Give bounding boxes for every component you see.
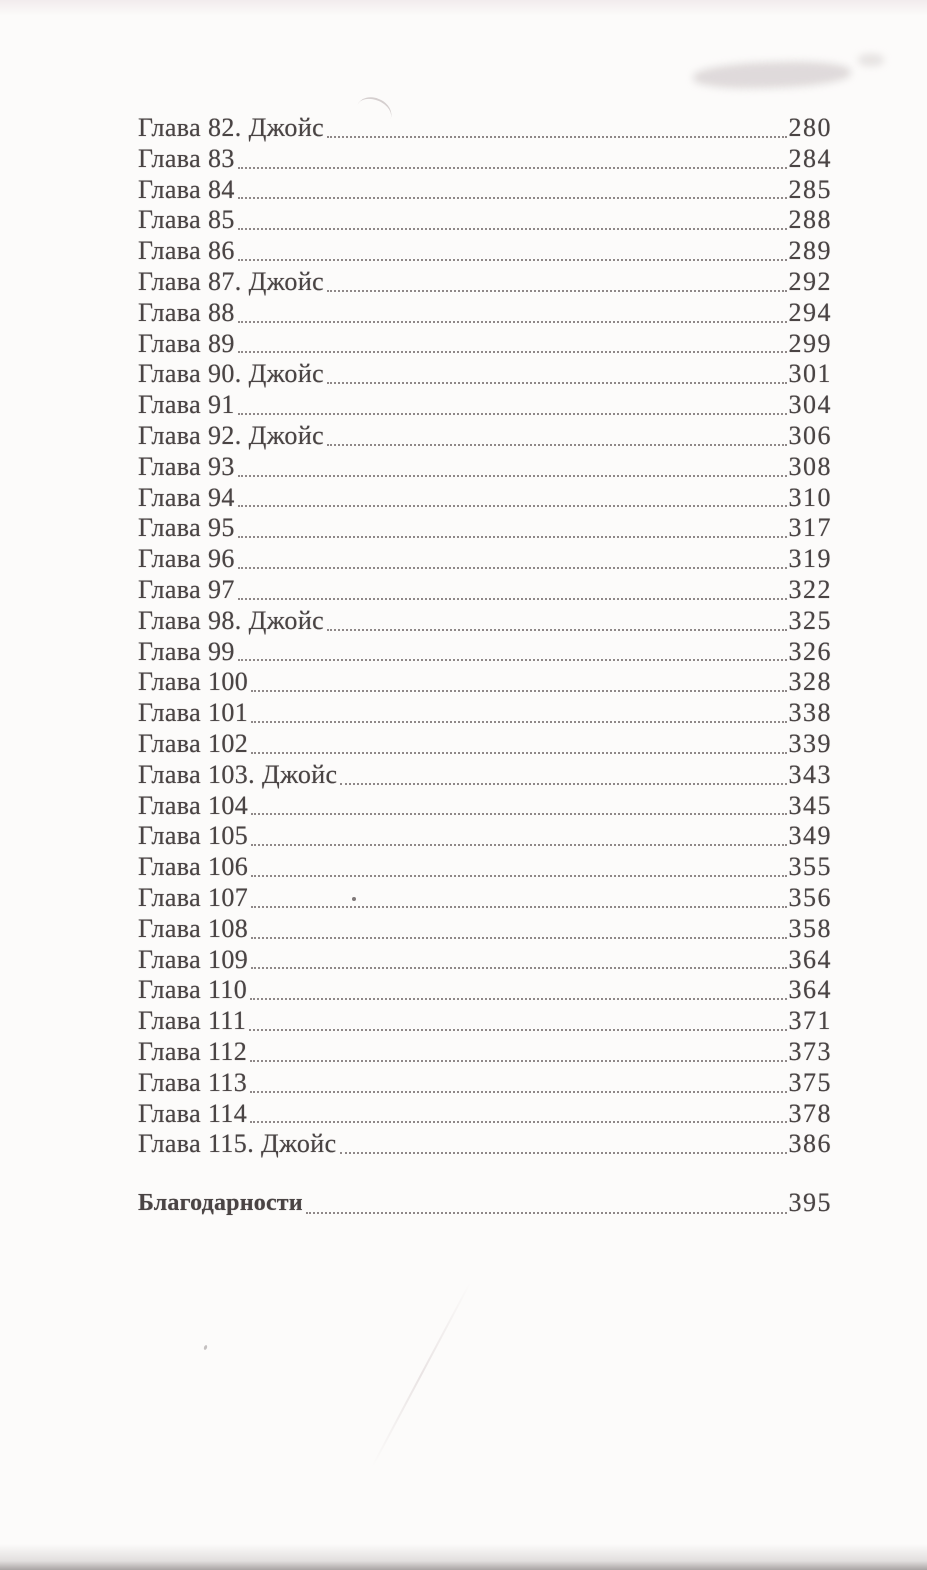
- dot-leader: [238, 567, 787, 569]
- page-number: 325: [788, 605, 832, 635]
- page-number: 364: [788, 975, 832, 1005]
- page-number: 308: [788, 451, 832, 481]
- toc-entry: [138, 791, 832, 822]
- toc-entry: [138, 329, 832, 360]
- scan-crease: [371, 1282, 471, 1468]
- dot-leader: [250, 1091, 786, 1093]
- page-number: 310: [788, 482, 832, 512]
- bleedthrough-smudge: [693, 59, 852, 90]
- chapter-title: Глава 114: [138, 1098, 248, 1128]
- chapter-title: Глава 101: [138, 698, 249, 728]
- toc-entry: [138, 760, 832, 791]
- page-number: 378: [788, 1098, 832, 1128]
- page-number: 371: [788, 1006, 832, 1036]
- toc-entry: [138, 852, 832, 883]
- toc-entry: [138, 821, 832, 852]
- scan-top-tint: [0, 0, 927, 16]
- page-number: 299: [788, 328, 832, 358]
- page-number: 328: [788, 667, 832, 697]
- acknowledgments-entry: [138, 1186, 832, 1220]
- dot-leader: [238, 598, 787, 600]
- toc-entry: [138, 914, 832, 945]
- dot-leader: [251, 844, 786, 846]
- chapter-title: Глава 83: [138, 143, 235, 173]
- toc-entry: [138, 1068, 832, 1099]
- page-number: 395: [788, 1188, 832, 1218]
- page-number: 306: [788, 420, 832, 450]
- toc-entry: [138, 945, 832, 976]
- page-bottom-edge-shadow: [0, 1544, 927, 1570]
- dot-leader: [238, 321, 787, 323]
- page-number: 322: [788, 574, 832, 604]
- toc-entry: [138, 1099, 832, 1130]
- dot-leader: [251, 752, 786, 754]
- toc-entry: [138, 390, 832, 421]
- page-number: 326: [788, 636, 832, 666]
- toc-entry: [138, 1037, 832, 1068]
- chapter-title: Глава 110: [138, 975, 248, 1005]
- toc-entry: [138, 698, 832, 729]
- dot-leader: [340, 1152, 787, 1154]
- chapter-title: Глава 100: [138, 667, 249, 697]
- chapter-title: Глава 108: [138, 913, 249, 943]
- dot-leader: [238, 659, 787, 661]
- dot-leader: [250, 998, 786, 1000]
- toc-entry: [138, 205, 832, 236]
- toc-entry: [138, 236, 832, 267]
- chapter-title: Глава 109: [138, 944, 249, 974]
- chapter-title: Глава 103. Джойс: [138, 759, 338, 789]
- toc-entry: [138, 637, 832, 668]
- dot-leader: [251, 813, 786, 815]
- chapter-title: Глава 89: [138, 328, 235, 358]
- toc-entry: [138, 1129, 832, 1160]
- toc-entry: [138, 1006, 832, 1037]
- page-number: 356: [788, 882, 832, 912]
- dot-leader: [327, 290, 786, 292]
- chapter-title: Глава 91: [138, 390, 235, 420]
- toc-entry: [138, 175, 832, 206]
- toc-entry: [138, 452, 832, 483]
- toc-entry: [138, 667, 832, 698]
- page-number: 338: [788, 698, 832, 728]
- toc-entry: [138, 513, 832, 544]
- page-number: 319: [788, 544, 832, 574]
- chapter-title: Глава 99: [138, 636, 235, 666]
- chapter-title: Глава 106: [138, 852, 249, 882]
- page-number: 294: [788, 297, 832, 327]
- dot-leader: [251, 875, 786, 877]
- page-number: 355: [788, 852, 832, 882]
- dot-leader: [238, 536, 787, 538]
- dot-leader: [327, 444, 786, 446]
- page-number: 349: [788, 821, 832, 851]
- toc-entry: [138, 267, 832, 298]
- page-number: 285: [788, 174, 832, 204]
- chapter-title: Глава 93: [138, 451, 235, 481]
- page-number: 364: [788, 944, 832, 974]
- chapter-title: Глава 96: [138, 544, 235, 574]
- toc-entry: [138, 975, 832, 1006]
- toc-entry: [138, 606, 832, 637]
- chapter-title: Глава 112: [138, 1036, 248, 1066]
- page-number: 280: [788, 113, 832, 142]
- dot-leader: [251, 937, 786, 939]
- dot-leader: [251, 690, 786, 692]
- chapter-title: Глава 107: [138, 882, 249, 912]
- scan-speck: [203, 1345, 208, 1351]
- toc-entry: [138, 298, 832, 329]
- dot-leader: [238, 475, 787, 477]
- chapter-title: Глава 111: [138, 1006, 247, 1036]
- chapter-title: Глава 87. Джойс: [138, 266, 325, 296]
- dot-leader: [238, 167, 787, 169]
- chapter-title: Глава 88: [138, 297, 235, 327]
- dot-leader: [327, 629, 786, 631]
- page-number: 375: [788, 1067, 832, 1097]
- dot-leader: [238, 197, 787, 199]
- chapter-title: Глава 97: [138, 574, 235, 604]
- dot-leader: [238, 351, 787, 353]
- dot-leader: [238, 228, 787, 230]
- chapter-title: Глава 84: [138, 174, 235, 204]
- dot-leader: [327, 382, 786, 384]
- chapter-title: Глава 102: [138, 728, 249, 758]
- toc-entry: [138, 575, 832, 606]
- page-number: 301: [788, 359, 832, 389]
- dot-leader: [249, 1029, 786, 1031]
- dot-leader: [238, 259, 787, 261]
- page-number: 304: [788, 390, 832, 420]
- toc-entry: [138, 359, 832, 390]
- chapter-title: Глава 86: [138, 236, 235, 266]
- dot-leader: [306, 1212, 787, 1214]
- toc-entry: [138, 544, 832, 575]
- page-number: 317: [788, 513, 832, 543]
- chapter-title: Глава 104: [138, 790, 249, 820]
- toc-entry: [138, 483, 832, 514]
- page-number: 292: [788, 266, 832, 296]
- dot-leader: [340, 783, 786, 785]
- chapter-title: Глава 94: [138, 482, 235, 512]
- toc-entry: [138, 113, 832, 144]
- chapter-title: Глава 90. Джойс: [138, 359, 325, 389]
- toc-entry: [138, 883, 832, 914]
- page-number: 386: [788, 1129, 832, 1159]
- chapter-title: Глава 115. Джойс: [138, 1129, 337, 1159]
- dot-leader: [238, 505, 787, 507]
- page-number: 288: [788, 205, 832, 235]
- dot-leader: [250, 1121, 786, 1123]
- chapter-title: Глава 105: [138, 821, 249, 851]
- chapter-list: [138, 113, 832, 1160]
- chapter-title: Глава 85: [138, 205, 235, 235]
- page-number: 339: [788, 728, 832, 758]
- dot-leader: [251, 721, 786, 723]
- page-number: 289: [788, 236, 832, 266]
- acknowledgments-title: Благодарности: [138, 1190, 303, 1217]
- dot-leader: [238, 413, 787, 415]
- toc-entry: [138, 421, 832, 452]
- chapter-title: Глава 98. Джойс: [138, 605, 325, 635]
- dot-leader: [327, 136, 786, 138]
- page-number: 284: [788, 143, 832, 173]
- page-number: 373: [788, 1036, 832, 1066]
- chapter-title: Глава 82. Джойс: [138, 113, 325, 142]
- table-of-contents: [138, 113, 832, 1220]
- dot-leader: [251, 967, 786, 969]
- page-number: 343: [788, 759, 832, 789]
- chapter-title: Глава 113: [138, 1067, 248, 1097]
- chapter-title: Глава 92. Джойс: [138, 420, 325, 450]
- chapter-title: Глава 95: [138, 513, 235, 543]
- bleedthrough-smudge-small: [858, 54, 884, 66]
- page-number: 358: [788, 913, 832, 943]
- dot-leader: [250, 1060, 786, 1062]
- dot-leader: [251, 906, 786, 908]
- page-number: 345: [788, 790, 832, 820]
- toc-entry: [138, 729, 832, 760]
- toc-entry: [138, 144, 832, 175]
